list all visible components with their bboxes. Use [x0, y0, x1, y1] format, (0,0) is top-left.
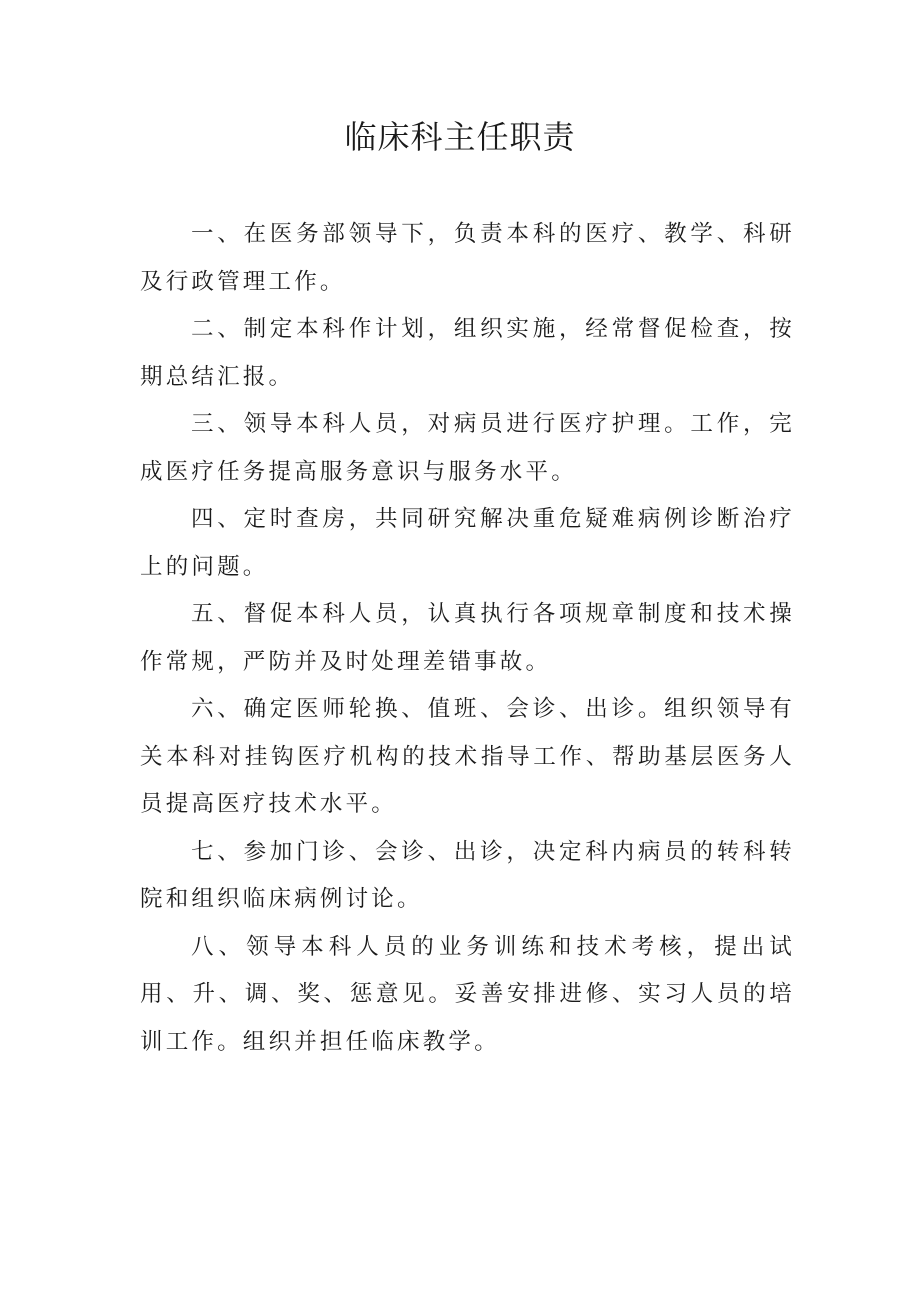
- duty-paragraph-5: 五、督促本科人员，认真执行各项规章制度和技术操作常规，严防并及时处理差错事故。: [140, 601, 795, 675]
- duty-paragraph-7: 七、参加门诊、会诊、出诊，决定科内病员的转科转院和组织临床病例讨论。: [140, 838, 795, 912]
- duty-paragraph-3: 三、领导本科人员，对病员进行医疗护理。工作，完成医疗任务提高服务意识与服务水平。: [140, 411, 795, 485]
- duty-paragraph-6: 六、确定医师轮换、值班、会诊、出诊。组织领导有关本科对挂钩医疗机构的技术指导工作、帮助基层医务人员提高医疗技术水平。: [140, 696, 795, 817]
- duty-paragraph-1: 一、在医务部领导下，负责本科的医疗、教学、科研及行政管理工作。: [140, 221, 795, 295]
- duty-paragraph-8: 八、领导本科人员的业务训练和技术考核，提出试用、升、调、奖、惩意见。妥善安排进修、实习人员的培训工作。组织并担任临床教学。: [140, 933, 795, 1055]
- document-body: [140, 211, 795, 1066]
- duty-paragraph-2: 二、制定本科作计划，组织实施，经常督促检查，按期总结汇报。: [140, 316, 795, 390]
- document-title: 临床科主任职责: [344, 118, 576, 156]
- duty-paragraph-4: 四、定时查房，共同研究解决重危疑难病例诊断治疗上的问题。: [140, 506, 795, 580]
